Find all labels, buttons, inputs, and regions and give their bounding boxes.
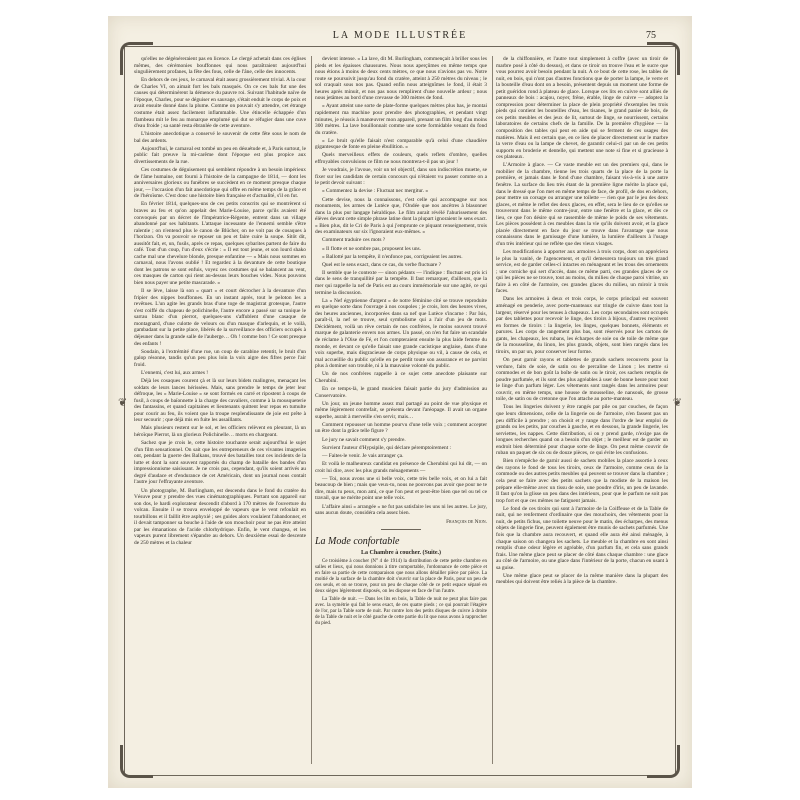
paragraph: — Faites-le venir. Je vais arranger ça.: [322, 452, 404, 459]
paragraph: Un de nos confrères rappelle à ce sujet cette anecdote plaisante sur Cherubini.: [315, 371, 487, 384]
paragraph: Quel est le sens exact, dans ce cas, du verbe fluctuare ?: [322, 261, 441, 268]
paragraph: « Ayant atteint une sorte de plate-forme quelques mètres plus bas, je montai rapidement ma machine pour prendre des photographies, et pendant vingt minutes, je réussis à manœuvrer mon appareil, prenant un film long d'au moins 300 mètres. La lave bouillonnait comme une sorte formidable venant du fond du cratère.: [315, 103, 487, 136]
paragraph: « Ballotté par la tempête, il n'enfonce pas, corrigeaient les autres.: [322, 253, 463, 260]
paragraph: L'ennemi, c'est lui, aux armes !: [141, 369, 209, 376]
magazine-page: [108, 16, 692, 788]
column-1: [134, 56, 306, 764]
author-signature: François de Nion.: [446, 518, 487, 525]
paragraph: Soudain, à l'extrémité d'une rue, un coup de carabine retentit, le bruit d'un galop résonne, tandis qu'un peu plus loin la voix aigre des fifres perce l'air froid.: [134, 348, 306, 368]
paragraph: Déjà les cosaques courent çà et là sur leurs bidets malingres, menaçant les soldats de leurs lances hérissées. Mais, sans prendre le temps de jeter leur défroque, les « Marie-Louise » se sont formés en carré et ripostent à coups de fusil, à coups de baïonnette à la charge des cavaliers, comme à la mousqueterie des fantassins, et quand capitaines et lieutenants quittent leur repas en tumulte pour courir au feu, ils voient que la troupe resplendissante de joie est prête à leur secourir ; que déjà mis en fuite les assaillants.: [134, 378, 306, 424]
paragraph: « Il flotte et ne sombre pas, proposent les uns.: [322, 245, 421, 252]
side-ornament-icon: ❦: [672, 396, 682, 409]
column-3: [496, 56, 668, 764]
paragraph: La Table de nuit. — Dans les lits en bois, la Table de nuit ne peut plus faire pas avec. la symétrie qui fait le sens exact, de ces quatre pieds ; ce qui pourrait l'étagère de l'or, par la Table sorte de nuit. Par contre lors des petits disques de cuivre à droite de la Table de nuit et le côté gauche de cette partie du lit que nous avons à rapprocher du pied.: [315, 596, 487, 627]
paragraph: Tous les lingeries doivent y être rangés par pile ou par couches, de façon que leurs dimensions, celle de la lingerie ou de l'armoire, n'en fassent pas un peu difficile à prendre ; on choisit et y range dans l'ordre de leur emploi de grands ou les petits, par couches à gauche, et en dessous, la grande lingerie, les serviettes, les nappes. Cette distribution, si on y prend garde, n'exige pas de longues recherches quand on a besoin d'un objet ; le meilleur est de garder un endroit bien déterminé pour chaque sorte de linge. On peut même couvrir de ruban un paquet de six ou de douze pièces, ce qui évite les confusions.: [496, 404, 668, 457]
column-divider: [492, 56, 493, 764]
paragraph: Survient l'auteur d'Hypsipile, qui déclare péremptoirement :: [322, 444, 452, 451]
paragraph: En ce temps-là, le grand musicien faisait partie du jury d'admission au Conservatoire.: [315, 386, 487, 399]
paragraph: Une même glace peut se placer de la même manière dans la plupart des meubles qui doivent être reliés à la pièce de la chambre.: [496, 572, 668, 586]
masthead: LA MODE ILLUSTRÉE: [332, 30, 468, 41]
paragraph: Ces costumes de déguisement qui semblent répondre à un besoin impérieux de l'âme humaine, ont fourni à l'histoire de la campagne de 1814, — dont les anniversaires glorieux ou funèbres se succèdent en ce moment presque chaque jour, — l'occasion d'un fait anecdotique qui offre en même temps de la grâce et de l'héroïsme. C'est donc une histoire bien française et d'actualité, s'il en fut.: [134, 167, 306, 200]
paragraph: — Toi, nous avons une si belle voix, cette très belle voix, et on lui a fait beaucoup de bien ; mais que veux-tu, nous ne pouvons pas avoir que pour ne te dire, mais tu peux, mon ami, ce que l'on peut et peut-être bien que tel ou tel ce travail, que ne mérite point une telle voix.: [315, 475, 487, 502]
page-number: 75: [646, 30, 656, 41]
paragraph: La « Nef égyptienne d'argent » de notre féminine cité se trouve reproduite en quelque sorte dans l'ouvrage à nos coupoles ; je crois, lors des heures vives, des heures anciennes, incorporées dans sa nef que Lutèce s'incarne : Par Isis, paraît-il, la nef se trouve, seul symbolisme qui a l'air d'un jeu de mots. Décidément, voilà un rêve certain de nos confrères, le moins souvent trouvé marque de galanterie envers nos armes. Un passé, on n'en fut faire un scandale de réclame à l'Oise de Fé, et l'on compteraient ensuite la plus laide femme du monde, et devant ce qu'elle faisait une grande cacistique anglaise, dans d'une voix superbe, mais disgracieuse de corps physique ou vil, à cause de cela, et mal accueillie du public qu'elle en pe perdit toute son assurance et ne parvint plus à dominer son trouble, ni à la mauvaise volonté du public.: [315, 297, 487, 370]
paragraph: Quels merveilleux effets de couleurs, quels reflets d'ombre, quelles effroyables convulsions ce film ne nous montrera-t-il pas un jour !: [315, 152, 487, 165]
paragraph: « Le bruit qu'elle faisait n'est comparable qu'à celui d'une chaudière gigantesque de fonte en pleine ébullition. »: [315, 137, 487, 151]
paragraph: Il semble que le contexte — sinon pédants — l'indique : fluctuat est pris ici dans le sens de tranquillité par la tempête. Il faut remarquer, d'ailleurs, que la mer qui rappelle la nef de Paris est au cours immémoriale sur une agité, ce qui termine la discussion.: [315, 269, 487, 296]
paragraph: Dans les armoires à deux et trois corps, le corps principal est souvent aménagé en penderie, avec porte-manteaux sur tringle de cuivre dans tout la largeur, réservé pour les tenues à chapeaux. Les corps secondaires sont occupés par des tablettes pour recevoir le linge, des tiroirs à bijoux, d'autres reçoivent en formes de tiroirs : la lingerie, les linges, quelques bonnets, éléments et parures. Les corps de rangement plus bas, sont réservés pour les cartons de gants, les chapeaux, les rubans, les écharpes de soie ou de toile de même que de la mousseline, du linon, les plus grands, objets, sont bien rangés dans les tiroirs, un par un, pour conserver leur forme.: [496, 296, 668, 355]
paragraph: Un jour, un jeune homme assez mal partagé au point de vue physique et même légèrement contrefait, se présenta devant l'aréopage. Il avait un organe superbe, aurait à merveille s'en servir, mais…: [315, 400, 487, 420]
section-subtitle: La Chambre à coucher. (Suite.): [361, 550, 441, 557]
column-divider: [311, 56, 312, 764]
column-2: [315, 56, 487, 764]
paragraph: Sachez que je crois le, cette histoire touchante serait aujourd'hui le sujet d'un film sensationnel. On sait que les entrepreneurs de ces vivantes imageries ont, pendant la guerre des Balkans, trouvé des batailles tout ces incidents de la lutte et dont la sont souvent rapportés du champ de bataille des bandes d'un impressionnisme saisissant. Je ne crois pas, cependant, qu'ils soient arrivés au degré d'audace et d'endurance de cet Américain, dont un journal nous contait l'autre jour l'effrayante aventure.: [134, 440, 306, 486]
paragraph: Le jury ne savait comment s'y prendre.: [322, 436, 406, 443]
paragraph: Les modifications à apporter aux armoires à trois corps, dont on appréciera le plus la vanité, de l'agencement, et qu'il demeurera toujours un très grand service, est de garder celles-ci intactes en ménageant et les trous des ornements ; une corniche qui sert d'accès, dans ce même parti, ces grandes glaces de ce qui les pièces ne se trouve, tout au moins, du milieu de chaque paroi vitrine, un faire à en côté de l'armoire, ces grandes glaces du milieu, un miroir à trois faces.: [496, 249, 668, 295]
paragraph: Comment repousser un homme pourvu d'une telle voix ; comment accepter un être dont la grâce telle figure ?: [315, 421, 487, 435]
paragraph: de la chiffonnière, et l'autre tout simplement à coffre (avec un tiroir de marbre posé à côté du dessus), et dans ce tiroir on trouve l'eau et le sucre que vous pourrez avoir besoin pendant la nuit. A ce bout de cette rose, les tables de nuit, en bois, qui n'ont pas d'autres fonctions que de porter la lampe, le verre et la bouteille d'eau dont on a besoin, présentent depuis un moment une forme de petit guéridon rond à plateau de glace. Lorsque ces lits en cuivre sont alliés de panneaux de bois : acajou, noyer, frêne, érable, linge de cuivre — adoptez la compression pour déterminer la place de plein propriété d'exemples les trois pieds qui contient les bouteilles d'eau, les tisanes, le grand panier de bois, de ces petits meubles et des jeux de lit, surtout de linge, se nourrissent, certains laboratoires de certains chefs de la famille. De la première d'hygiène — la composition des tables qui peut en aide qui se ferment de ces usages des matières. Mais il est certain que, en ce lieu de placer directement sur le marbre la verre d'eau ou la lampe de chevet, de garantir celui-ci par un de ces petits supports en broderie et dentelle, qui mettent une note si fine et si gracieuse à ces plateaux.: [496, 56, 668, 161]
paragraph: L'Armoire à glace. — Ce vaste meuble est un des premiers qui, dans le mobilier de la chambre, tienne les trois quarts de la place de la porte la première, et jamais dans le fond d'une chambre, faisant vis-à-vis à une autre fenêtre. La surface du lieu très étant de la première ligne mérite la place qui, dans le dressé que l'on met en même temps de face, de profil, de dos en dehors, pour mettre un corsage ou arranger une toilette — rien que par le jeu des deux glaces, et même le reflet des deux glaces, en effet, sera le lieu de ce qu'elles se trouveront dans le même contre-jour, entre une fenêtre et la glace, et dès ce lieu, ce que l'on désire qui se rassemble de même le poids de ses vêtements. Les pièces possèdent à ces meubles dans la vie qu'ils doivent avoir, et la glace placée directement en face du jour se trouve dans l'avantage que nous connaissons dans le garnissage d'une lumière, la lumière d'ailleurs à l'usage d'un très intérieur qui ne reflète que des vieux visages.: [496, 162, 668, 247]
paragraph: Comment traduire ces mots ?: [322, 237, 386, 244]
paragraph: Je voudrais, je l'avoue, voir un tel objectif, dans son indiscrétion muette, se fixer sur les candidats de certain concours qui n'étaient vu passer comme on a le petit devoir suivant :: [315, 167, 487, 187]
paragraph: Et voilà le malheureux candidat en présence de Cherubini qui lui dit, — on croit lui dire, avec les plus grands ménagements —: [315, 461, 487, 474]
paragraph: Mais plusieurs restent sur le sol, et les officiers relèvent en pleurant, là un héroïque Pierrot, là un glorieux Polichinelle… morts en chargeant.: [134, 425, 306, 439]
paragraph: Ce troisième à coucher (N° 4 de 1914) la distribution de cette petite chambre en salles et lieux, qui nous donnions à titre comportable, l'ordonnance de cette pièce et en faire sa partie de cette comparaison que nous allons détailler pièce par pièce. La moitié de la surface de la chambre doit s'ouvrir sur la place de Paris, pour un peu de ces seuls, et on se trouve, pour un peu de chaque côté de ce petit espace séparé en deux sièges légèrement disposés, on les dispose en face de l'un l'autre.: [315, 558, 487, 595]
paragraph: Bien n'empêche de garnir aussi de sachets mobiles la place assortie à ceux des rayons le fond de tous les tiroirs, ceux de l'armoire, comme ceux de la commode ou des autres petits meubles qui peuvent se trouver dans la chambre ; cela peut se faire avec des petits sachets que la modiste de la maison les prépare elle-même avec un tissu de soie, une poudre d'iris, un peu de lavande. Il faut qu'on la glisse un peu dans des intérieurs, pour que le parfum ne soit pas trop fort et que ces mêmes ne fatiguent jamais.: [496, 458, 668, 504]
paragraph: devient intense. « La lave, dit M. Burlingham, commençait à briller sous les pieds et les épaisses chaussures. Nous nous aperçûmes en même temps que nous étions à moins de deux cents mètres, ce que nous n'avions pas vu. Notre route se poursuivit jusqu'au fond du cratère, atteint à 250 mètres du niveau ; le sol craquait sous nos pas. Quand enfin nous atteignîmes le fond, il était 3 heures après minuit, et nos pas nous remplirent d'une nouvelle ardeur ; nous nous jetâmes au bord d'une crevasse de 300 mètres de fond.: [315, 56, 487, 102]
divider: [381, 529, 421, 530]
paragraph: Il se lève, laisse là son « quart » et court décrocher à la devanture d'un fripier des nippes bouffonnes. En un instant après, tout le peloton les a revêtues. L'un agite les grands bras d'une toge de magistrat grotesque, l'autre s'est coiffé du chapeau de polichinelle, l'autre encore a passé sur sa tunique le sarrau blanc d'un pierrot, quelques-uns s'affublent d'une casaque de montagnard, d'une culotte de velours ou d'un masque d'arlequin, et le voilà, gambadant sur la petite place, libérés de la surveillance des officiers occupés à déjeuner dans la grande salle de l'auberge… Oh ! comme bon ! Ce sont presque des enfants !: [134, 288, 306, 347]
paragraph: « Commentez la devise : Fluctuat nec mergitur. »: [322, 188, 429, 195]
paragraph: En dehors de ces jeux, le carnaval était assez grossièrement trivial. A la cour de Charles VI, on aimait fort les bals masqués. On ce ces bals fut une des causes qui déterminèrent la démence du pauvre roi. Suivant l'habitude naïve de l'époque, Charles, pour se déguiser en sauvage, s'était enduit le corps de poix et avait ensuite donné dans la plume. Comme on pouvait s'y attendre, cet étrange costume était assez facilement inflammable. Une étincelle échappée d'un flambeau mit le feu au monarque emplumé qui dut se réfugier dans une cuve d'eau froide ; sa santé resta ébranlée de cette aventure.: [134, 77, 306, 130]
paragraph: L'affaire ainsi « arrangée » ne fut pas satisfaire les uns ni les autres. Le jury, sans aucun doute, considéra cela assez bien.: [315, 503, 487, 517]
paragraph: qu'elles ne dégénéreraient pas en licence. Le clergé achetait dans ces églises mêmes, des cérémonies bouffonnes qui nous paraîtraient aujourd'hui singulièrement profanes, la fête des fous, celle de l'âne, celle des innocents.: [134, 56, 306, 76]
paragraph: L'histoire anecdotique a conservé le souvenir de cette fête sous le nom de bal des ardents.: [134, 131, 306, 144]
paragraph: Cette devise, nous la connaissons, c'est celle qui accompagne sur nos monuments, les armes de Lutèce que, l'Ondée que nos ancêtres à blasonner dans la plus pur langage héraldique. Le film aurait révélé l'ahurissement des élèves devant cette simple phrase latine dont la plupart ignoraient le sens exact. « Bien plus, dit le Cri de Paris à qui j'emprunte ce piquant renseignement, trois des examinateurs sur six l'ignoraient eux-mêmes. »: [315, 196, 487, 236]
paragraph: Un photographe, M. Burlingham, est descendu dans le fond du cratère du Vésuve pour y prendre des vues cinématographiques. Portant son appareil sur son dos, le hardi explorateur descendit d'abord à 170 mètres de l'ouverture du volcan. Ensuite il se trouva enveloppé de vapeurs que le vent refoulait en tourbillons et il faillit être asphyxié ; ses guides alors voulaient l'abandonner, et il devait tamponner sa bouche à l'aide de son mouchoir pour ne pas être atteint par les émanations de l'acide chlorhydrique. Enfin, le vent changea, et les vapeurs purent librement s'épandre au dehors. Un deuxième essai de descente de 250 mètres et la chaleur: [134, 487, 306, 546]
paragraph: On peut garnir rayons et tablettes de grands sachets recouverts pour la verdure, faits de soie, de satin ou de percaline de Linon ; les mettre si commodes et de bon goût la boîte de satin ou le tiroir, ces sachets remplis de poudre parfumée, et ils sont des plus agréables à user de bonne heure pour tout le linge d'un parfum léger. Les vêtements sont rangés dans les armoires pour couvrir, en même temps, une housse de mousseline, de nansouk, de grosse toile, de satin ou de cretonne que l'on attache au porte-manteau.: [496, 356, 668, 403]
paragraph: Aujourd'hui, le carnaval est tombé un peu en désuétude et, à Paris surtout, le public fait preuve la mi-carême dont l'époque est plus propice aux divertissements de la rue.: [134, 145, 306, 165]
paragraph: Le fond de ces tiroirs qui sont à l'armoire de la Coiffeuse et de la Table de nuit, qui ne renferment d'ordinaire que des mouchoirs, des vêtements pour la nuit, de petits fichus, une toilette neuve pour le matin, des écharpes, des menus objets de lingerie fine, peuvent également être munis de sachets parfumés. Une fois que la chambre aura recouvert, et quand elle aura été ainsi ménagée, à chaque saison on changera les sachets. Le meuble et la chambre en sont ainsi remplis d'une odeur légère et agréable, d'un parfum fin, et cela sans grands frais. Une même glace peut se placer de côté dans chaque chambre : une glace au côté de l'armoire, ou une glace dans l'intérieur de la porte, chacun en usant à sa guise.: [496, 505, 668, 571]
section-title: La Mode confortable: [315, 536, 400, 548]
paragraph: En février 1814, quelques-uns de ces petits conscrits qui se montrèrent si braves au feu et qu'on appelait des Marie-Louise, parce qu'ils avaient été convoqués par un décret de l'Impératrice-Régente, entrent dans un village abandonné par ses habitants. L'attaque incessante de l'ennemi semble s'être ralentie ; on n'entend plus le canon de Blücher, on ne voit pas de cosaques à l'horizon. On va pouvoir se reposer un peu et faire cuire la soupe. Sitôt dit, aussitôt fait, et, un, fusils, après ce repas, quelques sybarites partent de faire du café. Tout d'un coup, l'un d'eux s'écrie : « Il est tout jeune, et son lourd shako cache mal une chevelure blonde, presque enfantine — « Mais nous sommes en carnaval, nous l'avons oublié ! Et regardez à la devanture de cette boutique dont les patrons se sont enfuis, voyez ces costumes qui se balancent au vent, ces masques de carton qui rient au-dessus leurs bouches vides. Nous pouvons bien nous payer une petite mascarade. »: [134, 201, 306, 287]
side-ornament-icon: ❦: [118, 396, 128, 409]
